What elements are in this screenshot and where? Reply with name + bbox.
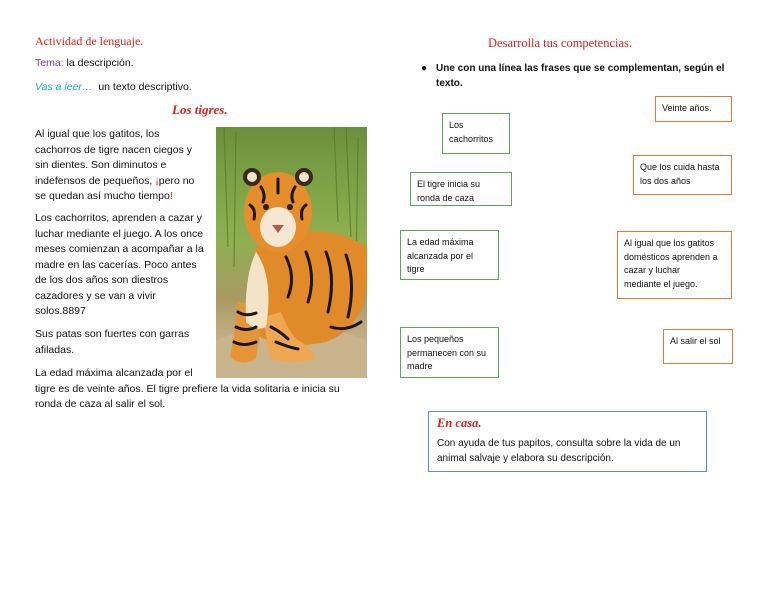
exclamation-open: ¡ [155, 174, 159, 187]
en-casa-line: animal salvaje y elabora su descripción. [437, 453, 614, 464]
reading-title: Los tigres. [172, 102, 228, 117]
instruction-line: Une con una línea las frases que se complementan, según el [436, 63, 725, 74]
box-text: alcanzada por el [407, 250, 474, 261]
vas-label: Vas a leer… [35, 81, 93, 93]
box-text: Los [449, 120, 464, 130]
paragraph-line: Al igual que los gatitos, los [35, 128, 160, 140]
paragraph-line [35, 174, 215, 190]
exclamation-close: ! [169, 190, 173, 202]
paragraph-line: Sus patas son fuertes con garras [35, 328, 190, 340]
tema-line [35, 57, 134, 69]
box-text: mediante el juego. [624, 278, 698, 289]
paragraph-1 [35, 127, 215, 205]
instruction-line: texto. [436, 78, 463, 89]
box-text: los dos años [640, 175, 691, 186]
match-box-left-2[interactable] [410, 172, 512, 206]
box-text: Los pequeños [407, 334, 464, 344]
tema-value: la descripción. [66, 57, 134, 69]
box-text: permanecen con su [407, 347, 487, 358]
en-casa-line: Con ayuda de tus papitos, consulta sobre la vida de un [437, 438, 681, 449]
paragraph-text: indefensos de pequeños, [35, 174, 156, 187]
box-text: ronda de caza [417, 192, 475, 203]
box-text: domésticos aprenden a [624, 251, 718, 262]
box-text: Veinte años. [662, 103, 712, 113]
match-box-left-1[interactable] [442, 113, 510, 154]
match-box-right-2[interactable] [633, 155, 732, 195]
paragraph-line: sin dientes. Son diminutos e [35, 159, 167, 171]
paragraph-line: meses comienzan a acompañar a la [35, 243, 204, 255]
paragraph-line: ronda de caza al salir el sol. [35, 398, 166, 410]
paragraph-3 [35, 327, 215, 358]
match-box-left-3[interactable] [400, 230, 499, 280]
box-text: El tigre inicia su [417, 179, 481, 189]
match-box-left-4[interactable] [400, 327, 499, 378]
paragraph-line: La edad máxima alcanzada por el [35, 367, 193, 379]
competencias-title: Desarrolla tus competencias. [488, 36, 633, 50]
box-text: Que los cuida hasta [640, 162, 720, 172]
paragraph-line: cazadores y se van a vivir [35, 289, 156, 302]
tema-label: Tema: [35, 57, 64, 69]
vas-a-leer-line [35, 81, 192, 93]
paragraph-line: Los cachorritos, aprenden a cazar y [35, 212, 202, 224]
instruction [421, 61, 741, 91]
paragraph-text: pero no [158, 174, 195, 187]
box-text: Al igual que los gatitos [624, 238, 715, 248]
paragraph-text: se quedan así mucho tiempo [35, 190, 170, 202]
tiger-illustration [216, 127, 367, 378]
box-text: Al salir el sol [670, 336, 721, 346]
paragraph-line [35, 189, 215, 205]
en-casa-box [428, 411, 707, 472]
tiger-photo [216, 127, 367, 378]
vas-value: un texto descriptivo. [98, 81, 192, 93]
paragraph-line: tigre es de veinte años. El tigre prefiere la vida solitaria e inicia su [35, 382, 340, 395]
paragraph-line: de los dos años son diestros [35, 274, 169, 286]
paragraph-line: solos.8897 [35, 305, 86, 317]
box-text: madre [407, 361, 433, 371]
paragraph-line: luchar mediante el juego. A los once [35, 227, 204, 240]
match-box-right-3[interactable] [617, 231, 732, 299]
activity-title: Actividad de lenguaje. [35, 34, 144, 48]
box-text: cachorritos [449, 133, 494, 144]
box-text: La edad máxima [407, 237, 474, 247]
bullet-icon: ● [421, 63, 428, 74]
box-text: cazar y luchar [624, 265, 681, 275]
box-text: tigre [407, 264, 425, 274]
paragraph-line: cachorros de tigre nacen ciegos y [35, 143, 193, 156]
paragraph-line: afiladas. [35, 343, 75, 356]
paragraph-2 [35, 211, 215, 320]
match-box-right-4[interactable] [663, 329, 733, 364]
en-casa-title: En casa. [437, 416, 482, 430]
match-box-right-1[interactable] [655, 96, 732, 122]
paragraph-line: madre en las cacerías. Poco antes [35, 258, 197, 271]
